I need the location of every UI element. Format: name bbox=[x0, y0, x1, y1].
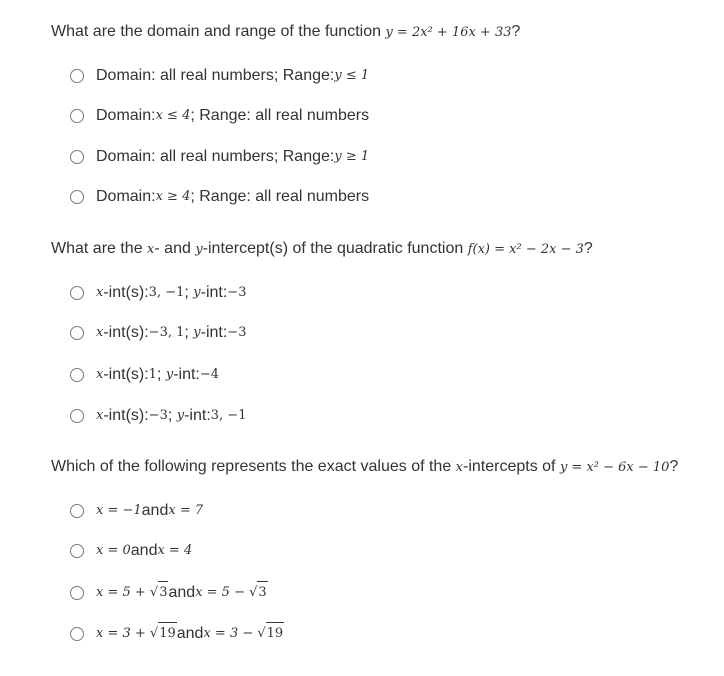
question-3: Which of the following represents the exact values of the x-intercepts of y = x² − 6x − 10? bbox=[51, 458, 679, 475]
q3-option-2[interactable]: x = 0 and x = 4 bbox=[70, 540, 192, 562]
radio-button[interactable] bbox=[70, 69, 84, 83]
q3-option-3[interactable]: x = 5 + √ 3 and x = 5 − √ 3 bbox=[70, 581, 268, 604]
question-1-text: What are the domain and range of the function bbox=[51, 23, 381, 40]
q1-option-3[interactable]: Domain: all real numbers; Range: y ≥ 1 bbox=[70, 146, 369, 168]
question-2: What are the x- and y-intercept(s) of the quadratic function f(x) = x² − 2x − 3? bbox=[51, 240, 593, 257]
q3-option-1[interactable]: x = −1 and x = 7 bbox=[70, 500, 203, 522]
q2-option-1[interactable]: x -int(s): 3, −1 ; y -int: −3 bbox=[70, 282, 246, 304]
radio-button[interactable] bbox=[70, 190, 84, 204]
radio-button[interactable] bbox=[70, 544, 84, 558]
radio-button[interactable] bbox=[70, 627, 84, 641]
radio-button[interactable] bbox=[70, 368, 84, 382]
radio-button[interactable] bbox=[70, 150, 84, 164]
q1-option-2[interactable]: Domain: x ≤ 4 ; Range: all real numbers bbox=[70, 105, 369, 127]
q1-option-4[interactable]: Domain: x ≥ 4 ; Range: all real numbers bbox=[70, 186, 369, 208]
question-3-math: y = x² − 6x − 10 bbox=[559, 460, 670, 475]
q2-option-4[interactable]: x -int(s): −3 ; y -int: 3, −1 bbox=[70, 405, 246, 427]
q2-option-2[interactable]: x -int(s): −3, 1 ; y -int: −3 bbox=[70, 322, 246, 344]
radio-button[interactable] bbox=[70, 109, 84, 123]
radio-button[interactable] bbox=[70, 409, 84, 423]
question-2-math: f(x) = x² − 2x − 3 bbox=[467, 242, 584, 257]
radio-button[interactable] bbox=[70, 586, 84, 600]
q3-option-4[interactable]: x = 3 + √ 19 and x = 3 − √ 19 bbox=[70, 622, 284, 645]
question-1: What are the domain and range of the function y = 2x² + 16x + 33? bbox=[51, 23, 521, 40]
q1-option-1[interactable]: Domain: all real numbers; Range: y ≤ 1 bbox=[70, 65, 369, 87]
radio-button[interactable] bbox=[70, 504, 84, 518]
radio-button[interactable] bbox=[70, 326, 84, 340]
q2-option-3[interactable]: x -int(s): 1 ; y -int: −4 bbox=[70, 364, 219, 386]
radio-button[interactable] bbox=[70, 286, 84, 300]
question-1-math: y = 2x² + 16x + 33 bbox=[385, 25, 512, 40]
